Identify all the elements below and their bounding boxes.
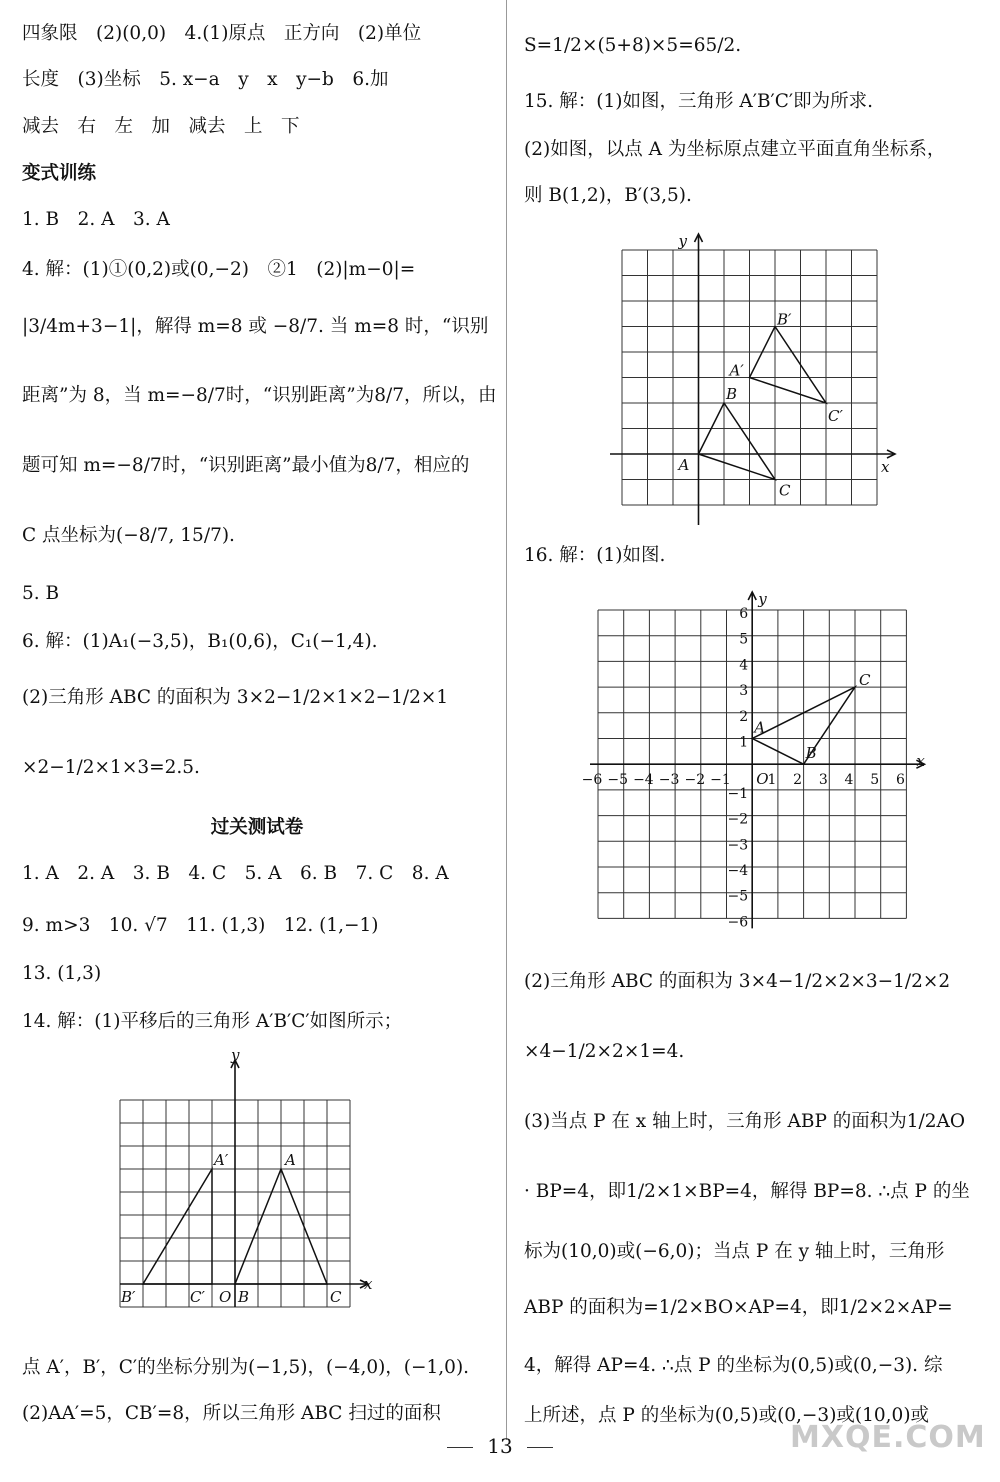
triangle-a1b1c1-group xyxy=(143,1169,212,1284)
x-axis-label: x xyxy=(364,1275,373,1293)
point-a-prime-label: A′ xyxy=(729,361,744,380)
y-tick-label: 5 xyxy=(739,631,749,648)
left-text-line: 长度 (3)坐标 5. x−a y x y−b 6.加 xyxy=(22,69,389,90)
y-tick-label: −2 xyxy=(727,811,749,828)
right-text-line: ABP 的面积为=1/2×BO×AP=4，即1/2×2×AP= xyxy=(524,1297,953,1318)
right-text-line: 16. 解：(1)如图. xyxy=(524,545,666,566)
point-b-label: B xyxy=(238,1288,250,1306)
axes xyxy=(120,1060,368,1307)
column-divider xyxy=(506,0,507,1440)
left-text-line: 14. 解：(1)平移后的三角形 A′B′C′如图所示； xyxy=(22,1011,403,1032)
x-tick-label: 3 xyxy=(818,772,828,789)
x-tick-label: 4 xyxy=(844,772,854,789)
x-tick-label: 1 xyxy=(767,772,777,789)
right-text-line: (3)当点 P 在 x 轴上时，三角形 ABP 的面积为1/2AO xyxy=(524,1111,966,1132)
triangle-abc-group xyxy=(699,403,776,480)
right-text-line: S=1/2×(5+8)×5=65/2. xyxy=(524,35,742,56)
right-text-line: 标为(10,0)或(−6,0)；当点 P 在 y 轴上时，三角形 xyxy=(524,1241,945,1262)
right-text-line: (2)如图，以点 A 为坐标原点建立平面直角坐标系， xyxy=(524,139,946,160)
point-a-label: A xyxy=(285,1151,296,1169)
axes xyxy=(590,592,924,931)
y-tick-label: −5 xyxy=(727,888,749,905)
x-tick-label: −6 xyxy=(581,772,603,789)
watermark: MXQE.COM xyxy=(790,1420,986,1455)
left-text-line: 13. (1,3) xyxy=(22,963,102,984)
x-tick-label: 2 xyxy=(793,772,803,789)
x-tick-label: −1 xyxy=(710,772,731,789)
y-tick-label: −4 xyxy=(727,863,749,879)
point-c-label: C xyxy=(330,1288,342,1306)
left-text-line: 距离”为 8，当 m=−8/7时，“识别距离”为8/7，所以，由 xyxy=(22,385,497,406)
x-tick-label: −2 xyxy=(684,772,706,789)
figure-14-grid xyxy=(112,1046,373,1316)
origin-label: O xyxy=(756,770,769,789)
left-text-line: 题可知 m=−8/7时，“识别距离”最小值为8/7，相应的 xyxy=(22,455,470,476)
figure-15-grid xyxy=(606,226,896,526)
axes xyxy=(610,234,895,525)
point-a-prime-label: A′ xyxy=(214,1151,229,1169)
left-text-line: 4. 解：(1)①(0,2)或(0,−2) ②1 (2)|m−0|= xyxy=(22,259,416,280)
point-b-label: B xyxy=(805,744,817,763)
y-axis-label: y xyxy=(678,232,687,250)
right-text-line: ×4−1/2×2×1=4. xyxy=(524,1041,685,1062)
left-text-line: ×2−1/2×1×3=2.5. xyxy=(22,757,200,778)
right-text-line: 上所述，点 P 的坐标为(0,5)或(0,−3)或(10,0)或 xyxy=(524,1405,930,1426)
figure-16-grid xyxy=(570,586,940,946)
left-text-line: (2)三角形 ABC 的面积为 3×2−1/2×1×2−1/2×1 xyxy=(22,687,449,708)
point-a-label: A xyxy=(754,718,766,737)
point-a-label: A xyxy=(678,456,690,474)
y-tick-label: 6 xyxy=(739,606,749,622)
right-text-line: · BP=4，即1/2×1×BP=4，解得 BP=8. ∴点 P 的坐 xyxy=(524,1181,970,1202)
y-tick-label: 3 xyxy=(739,683,749,700)
x-axis-label: x xyxy=(881,458,890,476)
right-text-line: 4，解得 AP=4. ∴点 P 的坐标为(0,5)或(0,−3). 综 xyxy=(524,1355,943,1376)
y-tick-label: 2 xyxy=(739,708,749,725)
left-text-line: 1. A 2. A 3. B 4. C 5. A 6. B 7. C 8. A xyxy=(22,863,449,884)
point-b-label: B xyxy=(726,385,738,403)
point-b-prime-label: B′ xyxy=(121,1288,136,1306)
left-text-line: 6. 解：(1)A₁(−3,5)，B₁(0,6)，C₁(−1,4). xyxy=(22,631,378,652)
point-b-prime-label: B′ xyxy=(777,310,792,329)
page-number: 13 xyxy=(487,1434,513,1458)
left-text-line: 变式训练 xyxy=(22,163,97,184)
left-text-line: 过关测试卷 xyxy=(210,817,304,838)
y-tick-label: −6 xyxy=(727,914,749,931)
right-text-line: 则 B(1,2)，B′(3,5). xyxy=(524,185,692,206)
point-c-label: C xyxy=(859,671,871,690)
point-c-label: C xyxy=(779,481,791,500)
right-text-line: (2)三角形 ABC 的面积为 3×4−1/2×2×3−1/2×2 xyxy=(524,971,951,992)
x-tick-label: −5 xyxy=(607,772,629,789)
x-tick-label: 5 xyxy=(870,772,880,789)
left-text-line: 5. B xyxy=(22,583,60,604)
left-text-line: C 点坐标为(−8/7, 15/7). xyxy=(22,525,235,546)
triangle-abc xyxy=(699,403,776,480)
x-tick-label: −4 xyxy=(633,772,654,789)
left-text-line: 减去 右 左 加 减去 上 下 xyxy=(22,116,300,137)
right-text-line: 15. 解：(1)如图，三角形 A′B′C′即为所求. xyxy=(524,91,873,112)
left-text-line: |3/4m+3−1|，解得 m=8 或 −8/7. 当 m=8 时，“识别 xyxy=(22,316,489,337)
origin-label: O xyxy=(219,1288,232,1306)
point-c-prime-label: C′ xyxy=(828,407,843,425)
y-tick-label: 4 xyxy=(739,657,749,674)
x-axis-label: x xyxy=(916,752,925,771)
x-tick-label: 6 xyxy=(895,772,905,789)
triangle-a1b1c1 xyxy=(750,327,827,404)
left-text-line: 1. B 2. A 3. A xyxy=(22,209,170,230)
y-tick-label: −1 xyxy=(727,785,749,802)
left-text-line: 四象限 (2)(0,0) 4.(1)原点 正方向 (2)单位 xyxy=(22,23,422,44)
x-tick-label: −3 xyxy=(658,772,680,789)
y-axis-label: y xyxy=(758,590,767,608)
y-tick-label: −3 xyxy=(727,837,749,854)
left-text-line: 9. m>3 10. √7 11. (1,3) 12. (1,−1) xyxy=(22,915,379,936)
left-text-line: 点 A′，B′，C′的坐标分别为(−1,5)，(−4,0)，(−1,0). xyxy=(22,1357,470,1378)
left-text-line: (2)AA′=5，CB′=8，所以三角形 ABC 扫过的面积 xyxy=(22,1403,441,1424)
triangle-a1b1c1-group xyxy=(750,327,827,404)
y-tick-label: 1 xyxy=(739,734,749,751)
triangle-a1b1c1 xyxy=(143,1169,212,1284)
point-c-prime-label: C′ xyxy=(190,1288,205,1306)
y-axis-label: y xyxy=(231,1046,240,1064)
